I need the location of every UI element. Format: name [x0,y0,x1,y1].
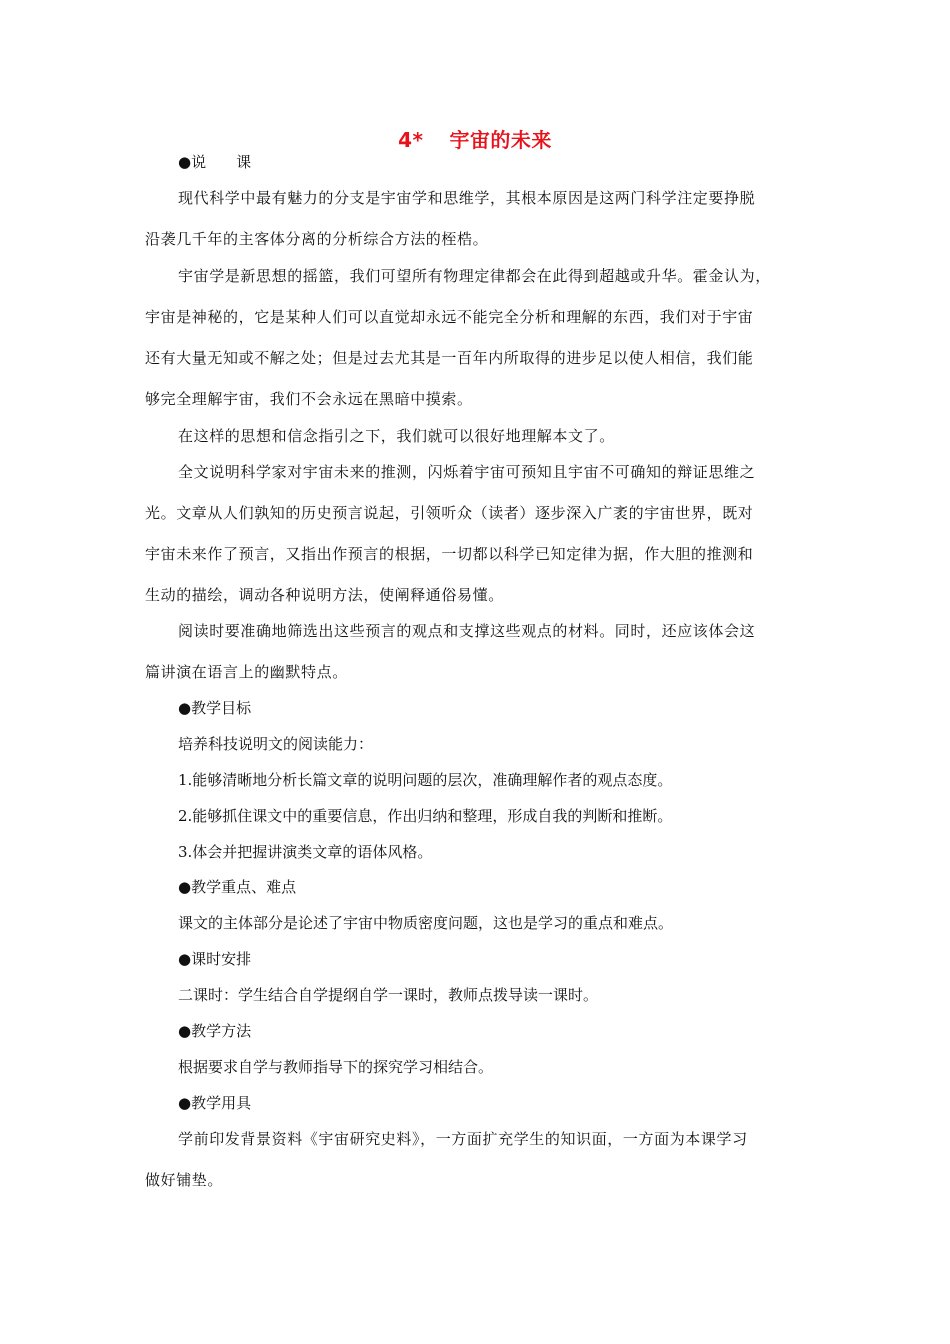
goals-intro: 培养科技说明文的阅读能力： [178,735,374,753]
section-heading-mubiao: ●教学目标 [178,699,252,717]
paragraph-line: 宇宙学是新思想的摇篮，我们可望所有物理定律都会在此得到超越或升华。霍金认为， [178,267,771,285]
method-text: 根据要求自学与教师指导下的探究学习相结合。 [178,1058,494,1076]
paragraph-line: 还有大量无知或不解之处；但是过去尤其是一百年内所取得的进步足以使人相信，我们能 [145,349,754,367]
paragraph-line: 全文说明科学家对宇宙未来的推测，闪烁着宇宙可预知且宇宙不可确知的辩证思维之 [178,463,756,481]
paragraph-line: 阅读时要准确地筛选出这些预言的观点和支撑这些观点的材料。同时，还应该体会这 [178,622,756,640]
paragraph-line: 在这样的思想和信念指引之下，我们就可以很好地理解本文了。 [178,427,615,445]
schedule-text: 二课时：学生结合自学提纲自学一课时，教师点拨导读一课时。 [178,986,599,1004]
section-heading-shuoke: ●说 课 [178,153,252,171]
title-text: 宇宙的未来 [449,128,552,152]
paragraph-line: 光。文章从人们孰知的历史预言说起，引领听众（读者）逐步深入广袤的宇宙世界，既对 [145,504,754,522]
title-number: 4* [398,128,424,152]
section-heading-yongju: ●教学用具 [178,1094,252,1112]
section-heading-zhongnan: ●教学重点、难点 [178,878,297,896]
keypoints-text: 课文的主体部分是论述了宇宙中物质密度问题，这也是学习的重点和难点。 [178,914,674,932]
paragraph-line: 篇讲演在语言上的幽默特点。 [145,663,348,681]
goal-item: 2.能够抓住课文中的重要信息，作出归纳和整理，形成自我的判断和推断。 [178,807,673,825]
paragraph-line: 做好铺垫。 [145,1171,224,1189]
goal-item: 3.体会并把握讲演类文章的语体风格。 [178,843,433,861]
paragraph-line: 宇宙是神秘的，它是某种人们可以直觉却永远不能完全分析和理解的东西，我们对于宇宙 [145,308,754,326]
section-heading-keshi: ●课时安排 [178,950,252,968]
goal-item: 1.能够清晰地分析长篇文章的说明问题的层次，准确理解作者的观点态度。 [178,771,673,789]
paragraph-line: 现代科学中最有魅力的分支是宇宙学和思维学，其根本原因是这两门科学注定要挣脱 [178,189,756,207]
paragraph-line: 生动的描绘，调动各种说明方法，使阐释通俗易懂。 [145,586,504,604]
paragraph-line: 够完全理解宇宙，我们不会永远在黑暗中摸索。 [145,390,473,408]
paragraph-line: 宇宙未来作了预言，又指出作预言的根据，一切都以科学已知定律为据，作大胆的推测和 [145,545,754,563]
section-heading-fangfa: ●教学方法 [178,1022,252,1040]
paragraph-line: 学前印发背景资料《宇宙研究史料》，一方面扩充学生的知识面，一方面为本课学习 [178,1130,748,1148]
paragraph-line: 沿袭几千年的主客体分离的分析综合方法的桎梏。 [145,230,489,248]
document-title [0,124,950,153]
